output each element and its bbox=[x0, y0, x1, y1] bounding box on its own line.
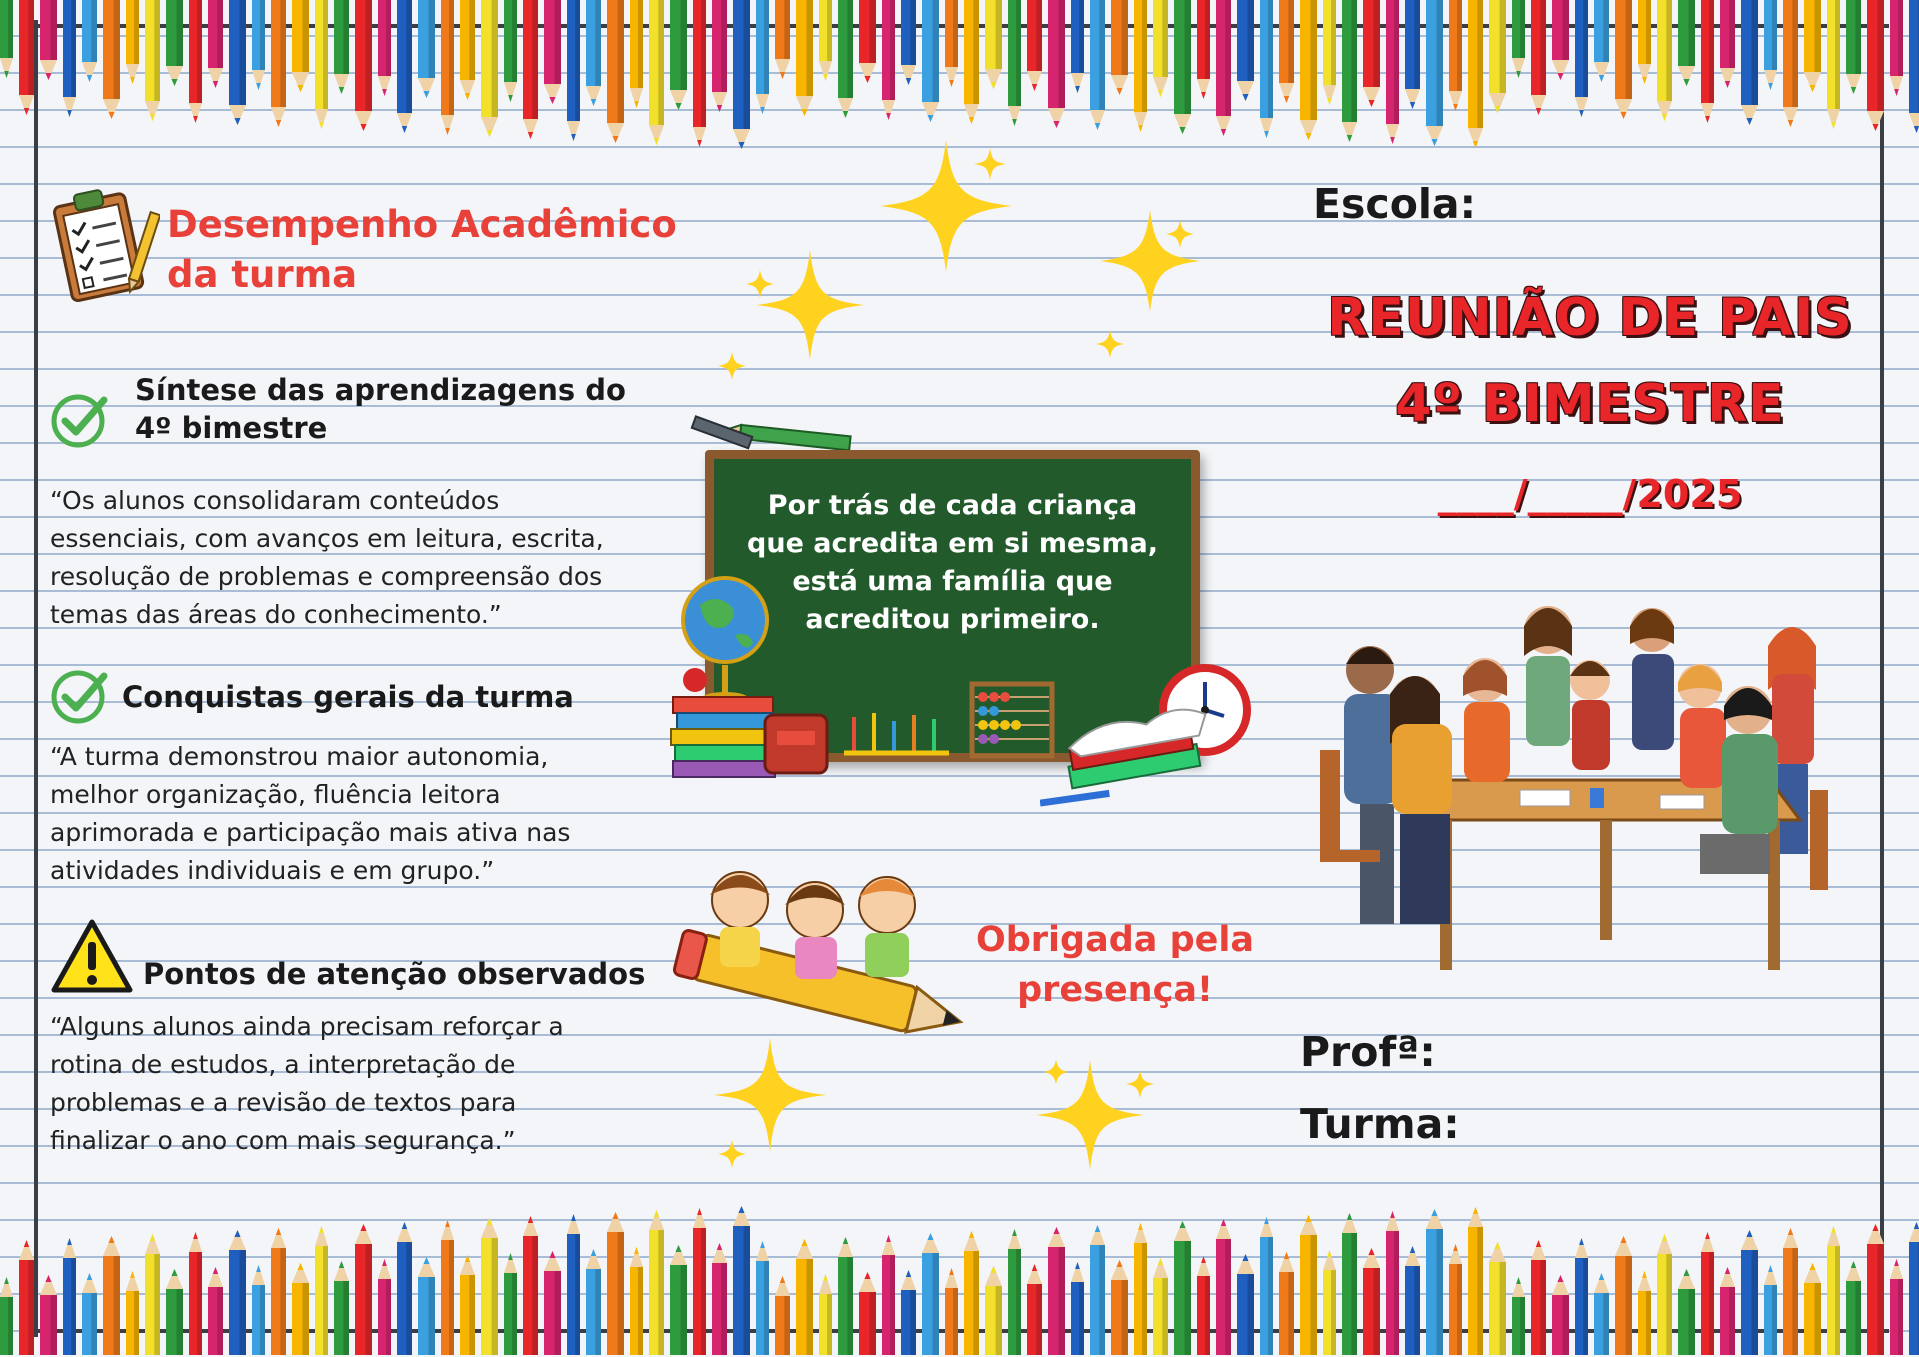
pencil-icon bbox=[166, 0, 183, 86]
pencil-icon bbox=[460, 0, 475, 100]
pencil-icon bbox=[607, 1212, 624, 1355]
warning-icon bbox=[50, 918, 134, 994]
sparkles-bottom bbox=[700, 1030, 1200, 1190]
section-1-line: “Os alunos consolidaram conteúdos bbox=[50, 486, 500, 515]
pencil-icon bbox=[985, 1266, 1002, 1355]
pencil-icon bbox=[292, 1263, 309, 1355]
pencil-icon bbox=[945, 1268, 958, 1355]
section-2-title bbox=[122, 678, 574, 716]
meeting-title-line2: 4º BIMESTRE bbox=[1395, 374, 1785, 434]
pencil-icon bbox=[649, 1210, 664, 1355]
section-1-title-line1: Síntese das aprendizagens do bbox=[135, 373, 626, 407]
pencil-icon bbox=[1197, 1256, 1210, 1355]
pencil-icon bbox=[586, 0, 601, 106]
pencil-icon bbox=[670, 0, 687, 110]
pencil-icon bbox=[145, 0, 160, 121]
pencil-icon bbox=[1594, 1273, 1609, 1355]
section-2-line: melhor organização, fluência leitora bbox=[50, 780, 501, 809]
pencil-icon bbox=[901, 0, 916, 85]
pencil-icon bbox=[1323, 0, 1336, 105]
pencil-icon bbox=[378, 0, 391, 96]
pencil-icon bbox=[1071, 0, 1084, 93]
pencil-icon bbox=[271, 1228, 286, 1355]
pencil-icon bbox=[460, 1255, 475, 1355]
pencil-icon bbox=[1531, 0, 1546, 115]
pencil-icon bbox=[103, 0, 120, 119]
pencil-icon bbox=[1678, 0, 1695, 86]
pencil-icon bbox=[1090, 1225, 1105, 1355]
pencil-icon bbox=[315, 0, 328, 129]
sparkle-star-icon bbox=[1100, 210, 1200, 312]
pencil-icon bbox=[1764, 1265, 1777, 1355]
pencil-icon bbox=[523, 0, 538, 139]
pencil-icon bbox=[882, 1235, 895, 1355]
pencil-icon bbox=[1174, 1221, 1191, 1355]
pencil-icon bbox=[1174, 0, 1191, 134]
board-quote-line: acreditou primeiro. bbox=[805, 604, 1100, 635]
class-label: Turma: bbox=[1300, 1100, 1460, 1148]
pencil-icon bbox=[1449, 0, 1462, 111]
pencil-icon bbox=[229, 1230, 246, 1355]
pencil-icon bbox=[859, 0, 876, 83]
pencil-icon bbox=[1048, 0, 1065, 128]
pencil-icon bbox=[1657, 1234, 1672, 1355]
margin-line-left bbox=[34, 20, 38, 1337]
pencil-icon bbox=[1363, 0, 1380, 107]
pencil-icon bbox=[1134, 1223, 1147, 1355]
pencil-icon bbox=[0, 1277, 13, 1355]
pencil-icon bbox=[945, 0, 958, 87]
section-3-title-line1: Pontos de atenção observados bbox=[143, 957, 646, 991]
board-quote-line: Por trás de cada criança bbox=[767, 490, 1138, 521]
section-1-line: essenciais, com avanços em leitura, escrita, bbox=[50, 524, 604, 553]
section-1-line: temas das áreas do conhecimento.” bbox=[50, 600, 502, 629]
pencil-icon bbox=[1827, 0, 1840, 129]
pencil-border-bottom bbox=[0, 1205, 1919, 1355]
pencil-icon bbox=[1111, 0, 1128, 95]
pencil-icon bbox=[315, 1226, 328, 1355]
pencil-icon bbox=[1615, 0, 1632, 119]
pencil-icon bbox=[1342, 0, 1357, 142]
pencil-icon bbox=[1090, 0, 1105, 130]
pencil-icon bbox=[1575, 1238, 1588, 1355]
pencil-icon bbox=[0, 0, 13, 78]
pencil-icon bbox=[40, 1275, 57, 1355]
pencil-icon bbox=[19, 1240, 34, 1355]
pencil-icon bbox=[1764, 0, 1777, 90]
pencil-icon bbox=[756, 0, 769, 114]
pencil-icon bbox=[775, 0, 790, 79]
pencil-icon bbox=[1008, 0, 1021, 126]
section-3-line: “Alguns alunos ainda precisam reforçar a bbox=[50, 1012, 564, 1041]
pencil-icon bbox=[63, 1238, 76, 1355]
pencil-icon bbox=[334, 0, 349, 94]
pencil-icon bbox=[1426, 1209, 1443, 1355]
pencil-icon bbox=[1678, 1269, 1695, 1355]
pencil-icon bbox=[1594, 0, 1609, 82]
pencil-icon bbox=[1279, 1252, 1294, 1355]
pencil-icon bbox=[1846, 1261, 1861, 1355]
pencil-icon bbox=[1386, 1211, 1399, 1355]
pencil-icon bbox=[334, 1261, 349, 1355]
pencil-icon bbox=[1701, 1232, 1714, 1355]
pencil-icon bbox=[567, 0, 580, 141]
pencil-icon bbox=[1890, 0, 1903, 96]
pencil-icon bbox=[1386, 0, 1399, 144]
section-3-text bbox=[50, 1008, 564, 1160]
pencil-icon bbox=[922, 0, 939, 122]
pencil-icon bbox=[1363, 1248, 1380, 1355]
parents-meeting-illustration bbox=[1300, 590, 1860, 990]
pencil-icon bbox=[1720, 1267, 1735, 1355]
sparkle-star-icon bbox=[1036, 1060, 1144, 1170]
pencil-icon bbox=[397, 0, 412, 133]
pencil-icon bbox=[1909, 0, 1919, 133]
pencil-icon bbox=[819, 0, 832, 81]
pencil-icon bbox=[1027, 0, 1042, 91]
pencil-icon bbox=[208, 0, 223, 88]
pencil-icon bbox=[1300, 0, 1317, 140]
pencil-icon bbox=[1867, 0, 1884, 131]
pencil-icon bbox=[838, 1237, 853, 1355]
pencil-icon bbox=[1489, 1242, 1506, 1355]
pencil-icon bbox=[1638, 0, 1651, 84]
teacher-label: Profª: bbox=[1300, 1028, 1436, 1076]
pencil-icon bbox=[1405, 0, 1420, 109]
pencil-icon bbox=[252, 1265, 265, 1355]
pencil-icon bbox=[693, 1208, 706, 1355]
pencil-icon bbox=[1468, 1207, 1483, 1355]
pencil-icon bbox=[441, 0, 454, 135]
pencil-icon bbox=[796, 0, 813, 116]
pencil-icon bbox=[252, 0, 265, 90]
margin-line-right bbox=[1880, 20, 1884, 1337]
pencil-icon bbox=[82, 0, 97, 82]
sparkles-top bbox=[700, 130, 1220, 390]
sparkle-star-icon bbox=[714, 1038, 826, 1152]
pencil-icon bbox=[1449, 1244, 1462, 1355]
section-1-text bbox=[50, 482, 604, 634]
left-title-line1: Desempenho Acadêmico bbox=[167, 203, 677, 246]
pencil-icon bbox=[1279, 0, 1294, 103]
pencil-icon bbox=[63, 0, 76, 117]
section-1-line: resolução de problemas e compreensão dos bbox=[50, 562, 603, 591]
pencil-icon bbox=[1783, 1228, 1798, 1355]
pencil-icon bbox=[1531, 1240, 1546, 1355]
kids-on-pencil-icon bbox=[665, 855, 995, 1055]
pencil-icon bbox=[1260, 1217, 1273, 1355]
pencil-icon bbox=[1027, 1264, 1042, 1355]
pencil-icon bbox=[481, 1218, 498, 1355]
pencil-icon bbox=[712, 0, 727, 112]
pencil-icon bbox=[1008, 1229, 1021, 1355]
section-3-line: rotina de estudos, a interpretação de bbox=[50, 1050, 516, 1079]
board-quote-line: está uma família que bbox=[792, 566, 1113, 597]
pencil-icon bbox=[19, 0, 34, 115]
section-1-title bbox=[135, 371, 626, 447]
meeting-title-line1: REUNIÃO DE PAIS bbox=[1327, 288, 1853, 348]
pencil-icon bbox=[1153, 0, 1168, 97]
pencil-icon bbox=[1804, 1263, 1821, 1355]
pencil-icon bbox=[229, 0, 246, 125]
school-label: Escola: bbox=[1313, 180, 1476, 228]
section-2-line: aprimorada e participação mais ativa nas bbox=[50, 818, 571, 847]
pencil-icon bbox=[712, 1243, 727, 1355]
pencil-icon bbox=[1909, 1222, 1919, 1355]
pencil-icon bbox=[1741, 0, 1758, 125]
pencil-icon bbox=[630, 0, 643, 108]
pencil-icon bbox=[1323, 1250, 1336, 1355]
counting-blocks-icon bbox=[844, 707, 954, 757]
pencil-icon bbox=[1890, 1259, 1903, 1355]
clock-books-icon bbox=[1040, 660, 1260, 820]
pencil-icon bbox=[418, 0, 435, 98]
pencil-icon bbox=[1342, 1213, 1357, 1355]
pencil-icon bbox=[1071, 1262, 1084, 1355]
pencil-icon bbox=[630, 1247, 643, 1355]
pencil-icon bbox=[1237, 0, 1254, 101]
pencil-icon bbox=[1846, 0, 1861, 94]
pencil-icon bbox=[126, 0, 139, 84]
pencil-icon bbox=[1615, 1236, 1632, 1355]
pencil-icon bbox=[859, 1272, 876, 1355]
pencil-icon bbox=[607, 0, 624, 143]
globe-books-icon bbox=[665, 565, 855, 785]
pencil-icon bbox=[544, 1251, 561, 1355]
section-2-text bbox=[50, 738, 570, 890]
pencil-icon bbox=[1048, 1227, 1065, 1355]
pencil-icon bbox=[504, 1253, 517, 1355]
pencil-icon bbox=[292, 0, 309, 92]
pencil-icon bbox=[103, 1236, 120, 1355]
pencil-icon bbox=[1575, 0, 1588, 117]
meeting-date: ____/_____/2025 bbox=[1437, 472, 1743, 516]
pencil-icon bbox=[166, 1269, 183, 1355]
pencil-icon bbox=[504, 0, 517, 102]
pencil-icon bbox=[964, 1231, 979, 1355]
section-3-title bbox=[143, 955, 645, 993]
pencil-icon bbox=[1468, 0, 1483, 148]
pencil-icon bbox=[1111, 1260, 1128, 1355]
clipboard-icon bbox=[48, 182, 160, 306]
check-icon bbox=[50, 388, 112, 450]
pencil-icon bbox=[82, 1273, 97, 1355]
pencil-icon bbox=[1638, 1271, 1651, 1355]
pencil-icon bbox=[1701, 0, 1714, 123]
pencil-icon bbox=[1741, 1230, 1758, 1355]
left-title-line2: da turma bbox=[167, 253, 358, 296]
pencil-icon bbox=[355, 0, 372, 131]
pencil-icon bbox=[901, 1270, 916, 1355]
pencil-icon bbox=[649, 0, 664, 145]
pencil-icon bbox=[838, 0, 853, 118]
pencil-icon bbox=[1426, 0, 1443, 146]
pencil-icon bbox=[189, 1232, 202, 1355]
pencil-icon bbox=[882, 0, 895, 120]
pencil-icon bbox=[1134, 0, 1147, 132]
pencil-icon bbox=[1216, 0, 1231, 136]
pencil-icon bbox=[670, 1245, 687, 1355]
pencil-icon bbox=[775, 1276, 790, 1355]
pencil-icon bbox=[271, 0, 286, 127]
meeting-title bbox=[1300, 275, 1880, 447]
pencil-icon bbox=[1552, 0, 1569, 80]
pencil-icon bbox=[733, 1206, 750, 1355]
pencil-icon bbox=[523, 1216, 538, 1355]
pencil-icon bbox=[441, 1220, 454, 1355]
left-title bbox=[167, 200, 677, 300]
section-2-line: “A turma demonstrou maior autonomia, bbox=[50, 742, 549, 771]
pencil-icon bbox=[796, 1239, 813, 1355]
pencil-icon bbox=[1552, 1275, 1569, 1355]
section-2-line: atividades individuais e em grupo.” bbox=[50, 856, 495, 885]
section-3-line: problemas e a revisão de textos para bbox=[50, 1088, 517, 1117]
pencil-icon bbox=[1216, 1219, 1231, 1355]
check-icon bbox=[50, 664, 112, 726]
pencil-icon bbox=[1720, 0, 1735, 88]
pencil-icon bbox=[819, 1274, 832, 1355]
pencil-icon bbox=[378, 1259, 391, 1355]
pencil-icon bbox=[567, 1214, 580, 1355]
pencil-icon bbox=[1489, 0, 1506, 113]
pencil-icon bbox=[1867, 1224, 1884, 1355]
section-3-line: finalizar o ano com mais segurança.” bbox=[50, 1126, 516, 1155]
pencil-icon bbox=[922, 1233, 939, 1355]
pencil-icon bbox=[481, 0, 498, 137]
pencil-border-top bbox=[0, 0, 1919, 150]
pencil-icon bbox=[1153, 1258, 1168, 1355]
pencil-icon bbox=[1260, 0, 1273, 138]
pencil-icon bbox=[418, 1257, 435, 1355]
pencil-icon bbox=[1783, 0, 1798, 127]
board-quote-line: que acredita em si mesma, bbox=[747, 528, 1158, 559]
pencil-icon bbox=[189, 0, 202, 123]
pencil-icon bbox=[1512, 1277, 1525, 1355]
pencil-icon bbox=[1657, 0, 1672, 121]
thanks-line1: Obrigada pela bbox=[975, 920, 1254, 960]
sparkle-star-icon bbox=[756, 250, 864, 360]
pencil-icon bbox=[693, 0, 706, 147]
pencil-icon bbox=[964, 0, 979, 124]
pencil-icon bbox=[355, 1224, 372, 1355]
pencil-icon bbox=[397, 1222, 412, 1355]
pencil-icon bbox=[586, 1249, 601, 1355]
pencil-icon bbox=[126, 1271, 139, 1355]
pencil-icon bbox=[1827, 1226, 1840, 1355]
pencil-icon bbox=[1804, 0, 1821, 92]
pencil-icon bbox=[208, 1267, 223, 1355]
thanks-line2: presença! bbox=[1017, 970, 1213, 1010]
pencil-icon bbox=[985, 0, 1002, 89]
pencil-icon bbox=[40, 0, 57, 80]
section-1-title-line2: 4º bimestre bbox=[135, 411, 328, 445]
pencil-icon bbox=[1405, 1246, 1420, 1355]
pencil-icon bbox=[1300, 1215, 1317, 1355]
pencil-icon bbox=[733, 0, 750, 149]
thanks-message bbox=[950, 915, 1280, 1015]
pencil-icon bbox=[756, 1241, 769, 1355]
pencil-icon bbox=[544, 0, 561, 104]
pencil-icon bbox=[1512, 0, 1525, 78]
pencil-icon bbox=[1237, 1254, 1254, 1355]
pencil-icon bbox=[1197, 0, 1210, 99]
pencil-icon bbox=[145, 1234, 160, 1355]
section-2-title-line1: Conquistas gerais da turma bbox=[122, 680, 574, 714]
